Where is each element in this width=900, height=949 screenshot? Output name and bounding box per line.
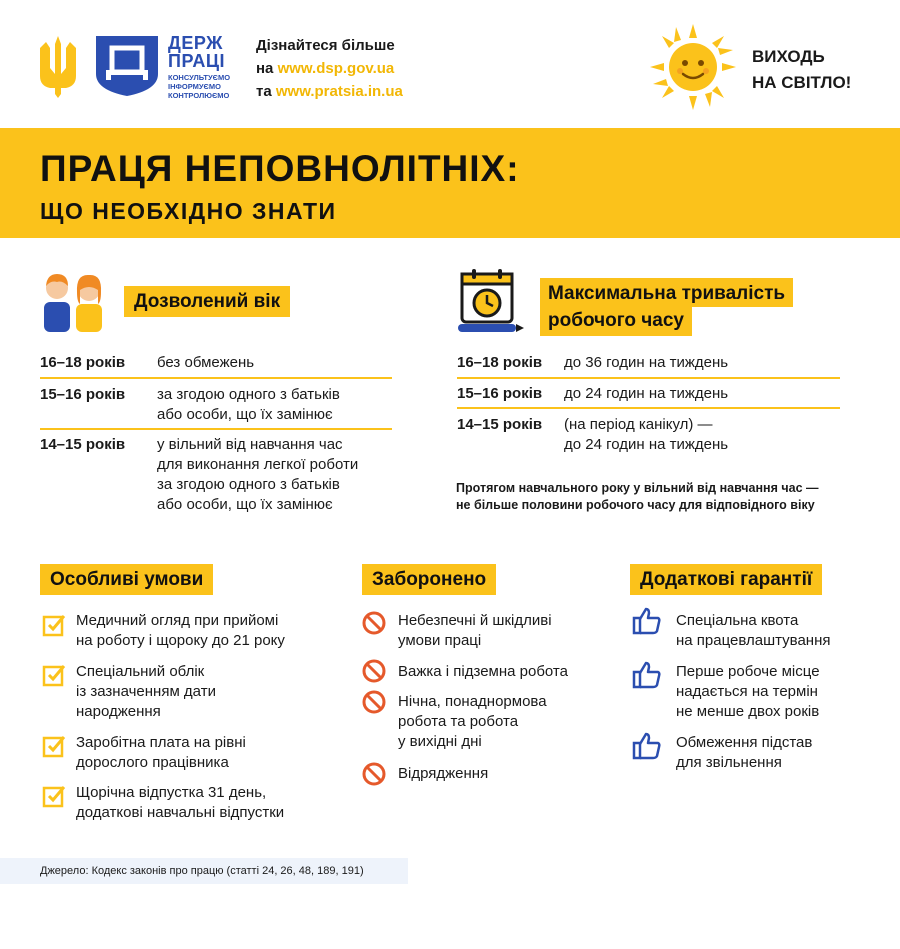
forbidden-item-1: Небезпечні й шкідливі умови праці: [398, 612, 552, 649]
no-entry-icon: [362, 659, 386, 683]
duration-note: Протягом навчального року у вільний від навчання час — не більше половини робочого часу для відповідного віку: [456, 481, 819, 512]
slogan: [752, 44, 851, 96]
allowed-row-3-text: у вільний від навчання час для виконання легкої роботи за згодою одного з батьків або особи, що їх замінює: [157, 436, 359, 513]
url-dsp-link[interactable]: www.dsp.gov.ua: [277, 60, 395, 77]
thumbs-up-icon: [632, 606, 662, 636]
forbidden-item-4: Відрядження: [398, 765, 489, 782]
divider: [457, 407, 840, 409]
check-icon: [42, 734, 66, 758]
calendar-clock-icon: [456, 266, 524, 336]
thumbs-up-icon: [632, 731, 662, 761]
allowed-row-2-age: 15–16 років: [40, 386, 126, 403]
logo-sub-line3: КОНТРОЛЮЄМО: [168, 91, 230, 100]
learn-more-text: Дізнайтеся більше: [256, 37, 395, 54]
duration-row-3-age: 14–15 років: [457, 416, 543, 433]
logo-sub-line1: КОНСУЛЬТУЄМО: [168, 73, 231, 82]
source-footnote: Джерело: Кодекс законів про працю (статті 24, 26, 48, 189, 191): [0, 858, 408, 884]
allowed-age-title: Дозволений вік: [124, 286, 290, 317]
slogan-line2: НА СВІТЛО!: [752, 73, 852, 92]
url-prefix-1: на: [256, 60, 274, 77]
logo-text: [168, 34, 248, 100]
allowed-row-1-age: 16–18 років: [40, 354, 126, 371]
allowed-row-2: [40, 385, 392, 425]
duration-row-3-text: (на період канікул) — до 24 годин на тиждень: [564, 416, 729, 453]
forbidden-item-2: Важка і підземна робота: [398, 663, 568, 680]
divider: [40, 428, 392, 430]
thumbs-up-icon: [632, 660, 662, 690]
forbidden-title: Заборонено: [362, 564, 496, 595]
header: [0, 0, 900, 128]
duration-row-2: [457, 384, 840, 404]
url-prefix-2: та: [256, 83, 272, 100]
allowed-row-3-age: 14–15 років: [40, 436, 126, 453]
allowed-row-1: [40, 353, 392, 373]
children-icon: [38, 266, 108, 336]
logo-sub-line2: ІНФОРМУЄМО: [168, 82, 221, 91]
slogan-line1: ВИХОДЬ: [752, 47, 825, 66]
allowed-row-3: [40, 435, 392, 515]
check-icon: [42, 613, 66, 637]
duration-row-2-text: до 24 годин на тиждень: [564, 385, 729, 402]
sun-mascot-icon: [650, 24, 736, 110]
forbidden-item-3: Нічна, понаднормова робота та робота у вихідні дні: [398, 693, 547, 750]
trident-icon: [36, 34, 80, 98]
divider: [457, 377, 840, 379]
divider: [40, 377, 392, 379]
no-entry-icon: [362, 611, 386, 635]
max-duration-title: Максимальна тривалість робочого часу: [540, 278, 793, 336]
special-item-2: Спеціальний облік із зазначенням дати народження: [76, 663, 216, 720]
check-icon: [42, 784, 66, 808]
logo-title-line1: ДЕРЖ: [168, 33, 223, 53]
learn-more-block: [256, 34, 403, 103]
special-item-3: Заробітна плата на рівні дорослого працівника: [76, 734, 246, 771]
no-entry-icon: [362, 762, 386, 786]
logo-title-line2: ПРАЦІ: [168, 51, 226, 71]
guarantee-item-1: Спеціальна квота на працевлаштування: [676, 612, 831, 649]
duration-row-3: [457, 415, 840, 455]
allowed-row-2-text: за згодою одного з батьків або особи, що їх замінює: [157, 386, 340, 423]
duration-row-1-age: 16–18 років: [457, 354, 543, 371]
guarantee-item-2: Перше робоче місце надається на термін не менше двох років: [676, 663, 820, 720]
check-icon: [42, 663, 66, 687]
duration-row-1-text: до 36 годин на тиждень: [564, 354, 729, 371]
special-item-4: Щорічна відпустка 31 день, додаткові навчальні відпустки: [76, 784, 285, 821]
special-title: Особливі умови: [40, 564, 213, 595]
allowed-row-1-text: без обмежень: [157, 354, 255, 371]
guarantee-item-3: Обмеження підстав для звільнення: [676, 734, 813, 771]
no-entry-icon: [362, 690, 386, 714]
special-item-1: Медичний огляд при прийомі на роботу і щороку до 21 року: [76, 612, 285, 649]
page-subtitle: ЩО НЕОБХІДНО ЗНАТИ: [40, 198, 337, 224]
page-title: ПРАЦЯ НЕПОВНОЛІТНІХ:: [40, 148, 520, 189]
duration-row-1: [457, 353, 840, 373]
duration-row-2-age: 15–16 років: [457, 385, 543, 402]
url-pratsia-link[interactable]: www.pratsia.in.ua: [275, 83, 403, 100]
guarantees-title: Додаткові гарантії: [630, 564, 822, 595]
derzhpratsi-logo: [92, 34, 162, 98]
